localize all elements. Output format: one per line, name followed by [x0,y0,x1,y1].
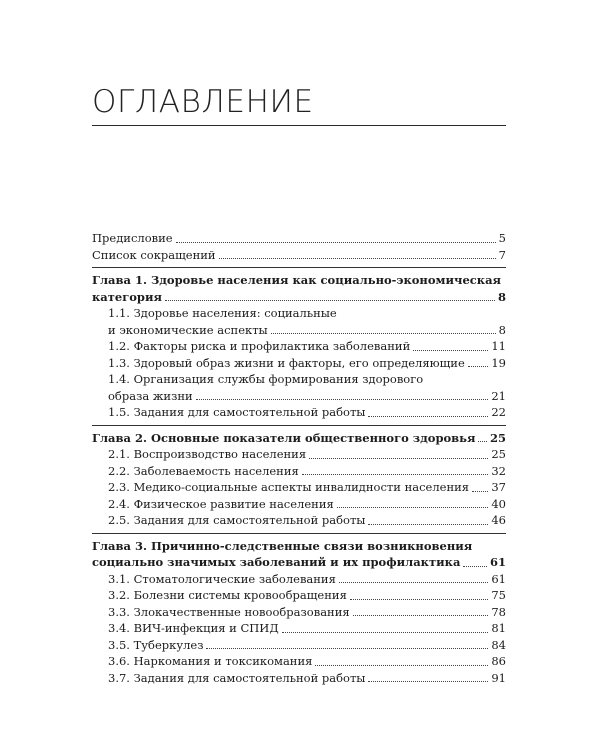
toc-entry-label: 1.5. Задания для самостоятельной работы [108,405,366,419]
leader-dots [176,242,496,243]
toc-section-3-3[interactable] [92,604,506,621]
toc-entry-label: 3.3. Злокачественные новообразования [108,604,350,619]
toc-page-number: 91 [491,670,506,685]
toc-section-3-7[interactable] [92,670,506,687]
page-title: ОГЛАВЛЕНИЕ [92,84,314,120]
leader-dots [337,507,489,508]
toc-page-number: 46 [491,513,506,527]
toc-entry-label: 3.6. Наркомания и токсикомания [108,654,313,668]
toc-page-number: 11 [491,339,506,353]
toc-page-number: 61 [489,555,506,569]
chapter-divider [92,425,506,426]
leader-dots [413,350,488,351]
toc-entry-abbreviations[interactable] [92,247,506,264]
toc-page-number: 19 [491,355,506,370]
toc-section-2-1[interactable] [92,446,506,463]
leader-dots [196,399,489,400]
title-underline [92,125,506,126]
leader-dots [282,632,489,633]
toc-entry-label: 3.1. Стоматологические заболевания [108,571,336,586]
leader-dots [219,258,496,259]
toc-page-number: 21 [491,388,506,403]
leader-dots [271,333,496,334]
leader-dots [165,300,495,301]
toc-section-3-5[interactable] [92,637,506,654]
leader-dots [315,665,488,666]
toc-entry-label: 2.4. Физическое развитие населения [108,496,334,511]
toc-page-number: 25 [489,430,506,445]
toc-chapter-3[interactable] [92,554,506,571]
toc-page-number: 86 [491,654,506,668]
toc-section-2-4[interactable] [92,496,506,513]
toc-section-1-4-line1[interactable]: 1.4. Организация службы формирования здорового [108,372,424,386]
toc-entry-label: 2.2. Заболеваемость населения [108,463,299,478]
leader-dots [350,599,489,600]
toc-page-number: 5 [498,231,506,245]
leader-dots [206,648,488,649]
leader-dots [463,566,487,567]
toc-section-1-5[interactable] [92,404,506,421]
toc-entry-label: Глава 2. Основные показатели общественного здоровья [92,430,476,445]
toc-page-number: 22 [491,405,506,419]
leader-dots [368,681,488,682]
leader-dots [339,582,489,583]
toc-page-number: 75 [491,588,506,602]
toc-page-number: 84 [491,637,506,652]
toc-entry-label: 2.1. Воспроизводство населения [108,447,307,461]
toc-section-1-4[interactable] [92,388,506,405]
chapter-divider [92,267,506,268]
leader-dots [353,615,489,616]
toc-section-1-2[interactable] [92,338,506,355]
leader-dots [478,441,487,442]
leader-dots [472,491,488,492]
toc-entry-label: 2.3. Медико-социальные аспекты инвалидности населения [108,480,470,494]
toc-chapter-2[interactable] [92,430,506,447]
toc-entry-label: социально значимых заболеваний и их профилактика [92,555,461,569]
toc-page-number: 7 [498,247,506,262]
toc-page-number: 37 [491,480,506,494]
toc-section-1-3[interactable] [92,355,506,372]
toc-page-number: 8 [497,289,506,304]
toc-chapter-1-line1[interactable]: Глава 1. Здоровье населения как социально-экономическая [92,273,502,287]
toc-entry-label: 1.3. Здоровый образ жизни и факторы, его определяющие [108,355,465,370]
toc-entry-label: 1.2. Факторы риска и профилактика заболеваний [108,339,411,353]
toc-section-1-1-line1[interactable]: 1.1. Здоровье населения: социальные [108,306,337,320]
toc-entry-label: Предисловие [92,231,173,245]
toc-section-2-5[interactable] [92,512,506,529]
toc-page-number: 78 [491,604,506,619]
leader-dots [302,474,489,475]
toc-page-number: 25 [491,447,506,461]
toc-entry-label: категория [92,289,162,304]
leader-dots [368,416,488,417]
toc-section-3-4[interactable] [92,620,506,637]
toc-section-2-2[interactable] [92,463,506,480]
toc-entry-label: и экономические аспекты [108,322,268,337]
toc-entry-preface[interactable] [92,230,506,247]
toc-section-1-1[interactable] [92,322,506,339]
toc-section-3-1[interactable] [92,571,506,588]
toc-entry-label: образа жизни [108,388,193,403]
toc-page-number: 32 [491,463,506,478]
toc-entry-label: 3.2. Болезни системы кровообращения [108,588,347,602]
toc-entry-label: 3.4. ВИЧ-инфекция и СПИД [108,621,279,635]
toc-chapter-3-line1[interactable]: Глава 3. Причинно-следственные связи возникновения [92,538,473,553]
toc-section-3-2[interactable] [92,587,506,604]
toc-entry-label: Список сокращений [92,247,216,262]
toc-chapter-1[interactable] [92,289,506,306]
leader-dots [368,524,488,525]
toc-entry-label: 3.5. Туберкулез [108,637,204,652]
toc-entry-label: 2.5. Задания для самостоятельной работы [108,513,366,527]
toc-entry-label: 3.7. Задания для самостоятельной работы [108,670,366,685]
chapter-divider [92,533,506,534]
toc-page-number: 8 [498,322,506,337]
toc-section-2-3[interactable] [92,479,506,496]
toc-page-number: 40 [491,496,506,511]
leader-dots [309,458,488,459]
toc-section-3-6[interactable] [92,653,506,670]
leader-dots [468,366,489,367]
table-of-contents [92,230,506,686]
toc-page-number: 81 [491,621,506,635]
toc-page-number: 61 [491,571,506,586]
